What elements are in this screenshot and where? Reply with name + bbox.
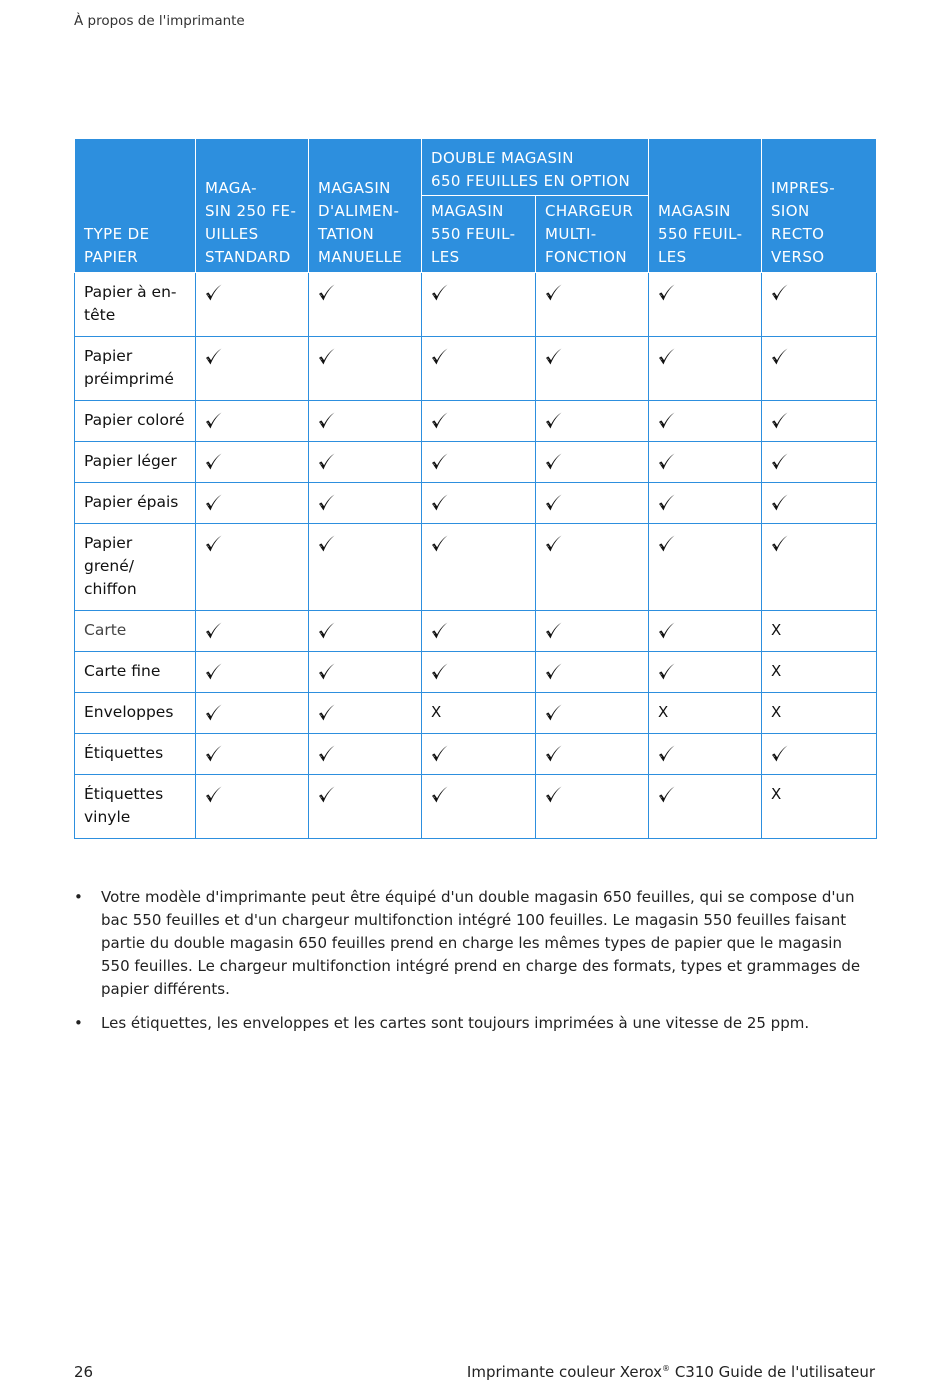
support-cell-multipurpose-feeder (536, 524, 649, 611)
checkmark-icon (318, 452, 336, 472)
support-cell-multipurpose-feeder (536, 775, 649, 839)
checkmark-icon (431, 347, 449, 367)
support-cell-multipurpose-feeder (536, 693, 649, 734)
table-row (75, 442, 877, 483)
support-cell-double-550-tray (422, 524, 536, 611)
support-cell-manual-feeder (309, 442, 422, 483)
checkmark-icon (205, 621, 223, 641)
support-cell-duplex (762, 401, 877, 442)
checkmark-icon (545, 493, 563, 513)
header-standard-tray: MAGA- SIN 250 FE- UILLES STANDARD (196, 139, 309, 273)
support-cell-duplex (762, 442, 877, 483)
support-cell-double-550-tray (422, 693, 536, 734)
support-cell-550-tray (649, 337, 762, 401)
checkmark-icon (545, 534, 563, 554)
support-cell-550-tray (649, 273, 762, 337)
checkmark-icon (205, 534, 223, 554)
checkmark-icon (205, 785, 223, 805)
header-double-550-tray: MAGASIN 550 FEUIL- LES (422, 196, 536, 273)
paper-type-cell: Carte fine (75, 652, 196, 693)
checkmark-icon (318, 703, 336, 723)
support-cell-multipurpose-feeder (536, 442, 649, 483)
support-cell-duplex (762, 693, 877, 734)
support-cell-550-tray (649, 401, 762, 442)
support-cell-duplex (762, 775, 877, 839)
support-cell-standard-tray (196, 401, 309, 442)
header-multipurpose-feeder: CHARGEUR MULTI- FONCTION (536, 196, 649, 273)
support-cell-standard-tray (196, 652, 309, 693)
checkmark-icon (545, 621, 563, 641)
support-cell-manual-feeder (309, 337, 422, 401)
support-cell-double-550-tray (422, 775, 536, 839)
checkmark-icon (771, 534, 789, 554)
support-cell-duplex (762, 524, 877, 611)
paper-type-cell: Papier préimprimé (75, 337, 196, 401)
support-cell-550-tray (649, 734, 762, 775)
checkmark-icon (318, 283, 336, 303)
checkmark-icon (431, 662, 449, 682)
note-text: Les étiquettes, les enveloppes et les cartes sont toujours imprimées à une vitesse de 25 ppm. (101, 1014, 810, 1032)
header-550-tray: MAGASIN 550 FEUIL- LES (649, 139, 762, 273)
checkmark-icon (205, 493, 223, 513)
checkmark-icon (318, 411, 336, 431)
table-row (75, 483, 877, 524)
checkmark-icon (318, 347, 336, 367)
support-cell-550-tray (649, 775, 762, 839)
support-cell-manual-feeder (309, 611, 422, 652)
checkmark-icon (658, 534, 676, 554)
table-header (75, 139, 877, 273)
support-cell-duplex (762, 483, 877, 524)
support-cell-double-550-tray (422, 337, 536, 401)
support-cell-standard-tray (196, 775, 309, 839)
support-cell-manual-feeder (309, 483, 422, 524)
checkmark-icon (318, 785, 336, 805)
header-paper-type: TYPE DE PAPIER (75, 139, 196, 273)
checkmark-icon (205, 411, 223, 431)
checkmark-icon (318, 621, 336, 641)
support-cell-standard-tray (196, 442, 309, 483)
checkmark-icon (658, 744, 676, 764)
support-cell-multipurpose-feeder (536, 401, 649, 442)
support-cell-duplex (762, 273, 877, 337)
checkmark-icon (658, 621, 676, 641)
support-cell-multipurpose-feeder (536, 611, 649, 652)
checkmark-icon (658, 785, 676, 805)
support-cell-manual-feeder (309, 273, 422, 337)
support-cell-550-tray (649, 652, 762, 693)
support-cell-double-550-tray (422, 273, 536, 337)
checkmark-icon (545, 662, 563, 682)
table-row (75, 273, 877, 337)
support-cell-standard-tray (196, 693, 309, 734)
checkmark-icon (545, 411, 563, 431)
checkmark-icon (545, 785, 563, 805)
checkmark-icon (318, 534, 336, 554)
not-supported-mark: X (771, 785, 782, 803)
support-cell-550-tray (649, 483, 762, 524)
checkmark-icon (771, 347, 789, 367)
checkmark-icon (318, 744, 336, 764)
not-supported-mark: X (771, 703, 782, 721)
header-manual-feeder: MAGASIN D'ALIMEN- TATION MANUELLE (309, 139, 422, 273)
not-supported-mark: X (658, 703, 669, 721)
support-cell-standard-tray (196, 337, 309, 401)
table-row (75, 524, 877, 611)
support-cell-manual-feeder (309, 652, 422, 693)
checkmark-icon (771, 744, 789, 764)
footer-title (467, 1363, 875, 1381)
footer-title-suffix: C310 Guide de l'utilisateur (670, 1363, 875, 1381)
paper-type-cell: Papier épais (75, 483, 196, 524)
paper-type-cell: Papier à en- tête (75, 273, 196, 337)
note-item (74, 886, 874, 1001)
table-body (75, 273, 877, 839)
header-duplex: IMPRES- SION RECTO VERSO (762, 139, 877, 273)
checkmark-icon (318, 662, 336, 682)
support-cell-double-550-tray (422, 442, 536, 483)
support-cell-manual-feeder (309, 693, 422, 734)
support-cell-550-tray (649, 693, 762, 734)
checkmark-icon (658, 347, 676, 367)
support-cell-standard-tray (196, 734, 309, 775)
support-cell-double-550-tray (422, 401, 536, 442)
notes-list (74, 886, 874, 1046)
checkmark-icon (205, 744, 223, 764)
checkmark-icon (431, 452, 449, 472)
checkmark-icon (205, 347, 223, 367)
support-cell-manual-feeder (309, 524, 422, 611)
checkmark-icon (545, 347, 563, 367)
checkmark-icon (771, 452, 789, 472)
paper-type-cell: Papier coloré (75, 401, 196, 442)
checkmark-icon (658, 452, 676, 472)
paper-type-cell: Papier léger (75, 442, 196, 483)
paper-type-cell: Papier grené/ chiffon (75, 524, 196, 611)
support-cell-duplex (762, 611, 877, 652)
support-cell-standard-tray (196, 524, 309, 611)
support-cell-double-550-tray (422, 734, 536, 775)
support-cell-550-tray (649, 611, 762, 652)
support-cell-multipurpose-feeder (536, 734, 649, 775)
checkmark-icon (545, 744, 563, 764)
support-cell-standard-tray (196, 483, 309, 524)
checkmark-icon (545, 452, 563, 472)
support-cell-manual-feeder (309, 734, 422, 775)
checkmark-icon (205, 662, 223, 682)
checkmark-icon (658, 283, 676, 303)
checkmark-icon (658, 411, 676, 431)
support-cell-manual-feeder (309, 401, 422, 442)
checkmark-icon (205, 452, 223, 472)
support-cell-standard-tray (196, 611, 309, 652)
table-row (75, 611, 877, 652)
page-number: 26 (74, 1363, 94, 1381)
checkmark-icon (658, 493, 676, 513)
support-cell-standard-tray (196, 273, 309, 337)
checkmark-icon (658, 662, 676, 682)
bullet-icon: • (74, 888, 83, 906)
note-item (74, 1012, 874, 1035)
paper-type-cell: Étiquettes (75, 734, 196, 775)
checkmark-icon (431, 785, 449, 805)
bullet-icon: • (74, 1014, 83, 1032)
support-cell-550-tray (649, 442, 762, 483)
checkmark-icon (771, 411, 789, 431)
checkmark-icon (431, 411, 449, 431)
paper-support-table (74, 138, 877, 839)
table-row (75, 693, 877, 734)
support-cell-multipurpose-feeder (536, 273, 649, 337)
checkmark-icon (431, 283, 449, 303)
support-cell-multipurpose-feeder (536, 337, 649, 401)
checkmark-icon (431, 621, 449, 641)
not-supported-mark: X (431, 703, 442, 721)
footer-title-prefix: Imprimante couleur Xerox (466, 1363, 663, 1381)
checkmark-icon (771, 283, 789, 303)
paper-type-cell: Enveloppes (75, 693, 196, 734)
checkmark-icon (771, 493, 789, 513)
support-cell-duplex (762, 337, 877, 401)
not-supported-mark: X (771, 662, 782, 680)
support-cell-manual-feeder (309, 775, 422, 839)
running-header: À propos de l'imprimante (74, 13, 245, 29)
paper-type-cell: Étiquettes vinyle (75, 775, 196, 839)
checkmark-icon (205, 283, 223, 303)
paper-type-cell: Carte (75, 611, 196, 652)
checkmark-icon (431, 493, 449, 513)
table-row (75, 775, 877, 839)
support-cell-550-tray (649, 524, 762, 611)
note-text: Votre modèle d'imprimante peut être équipé d'un double magasin 650 feuilles, qui se compose d'un bac 550 feuilles et d'un chargeur multifonction intégré 100 feuilles. Le magasin 550 feuilles faisant partie du double magasin 650 feuilles prend en charge les mêmes types de papier que le magasin 550 feuilles. Le chargeur multifonction intégré prend en charge des formats, types et grammages de papier différents. (101, 888, 861, 998)
checkmark-icon (545, 703, 563, 723)
support-cell-double-550-tray (422, 652, 536, 693)
table-row (75, 401, 877, 442)
support-cell-duplex (762, 652, 877, 693)
support-cell-multipurpose-feeder (536, 652, 649, 693)
header-double-tray-group: DOUBLE MAGASIN 650 FEUILLES EN OPTION (422, 139, 649, 196)
support-cell-duplex (762, 734, 877, 775)
checkmark-icon (431, 534, 449, 554)
checkmark-icon (431, 744, 449, 764)
table-row (75, 337, 877, 401)
not-supported-mark: X (771, 621, 782, 639)
checkmark-icon (318, 493, 336, 513)
registered-mark: ® (662, 1364, 671, 1373)
checkmark-icon (205, 703, 223, 723)
support-cell-double-550-tray (422, 483, 536, 524)
checkmark-icon (545, 283, 563, 303)
table-row (75, 652, 877, 693)
support-cell-double-550-tray (422, 611, 536, 652)
support-cell-multipurpose-feeder (536, 483, 649, 524)
table-row (75, 734, 877, 775)
